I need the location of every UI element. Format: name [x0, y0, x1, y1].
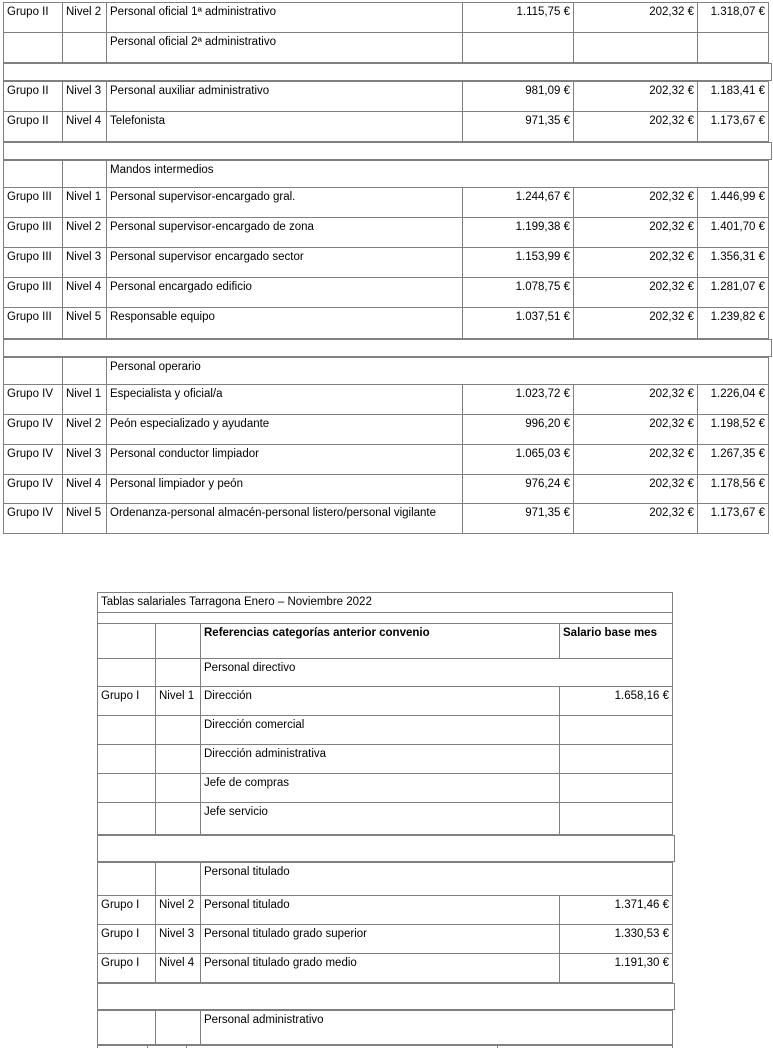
table-row — [4, 445, 769, 475]
total-cell: 1.267,35 € — [698, 445, 769, 475]
salario-base-cell: 1.244,67 € — [463, 188, 574, 218]
grupo-cell: Grupo IV — [4, 415, 63, 445]
table-row — [4, 218, 769, 248]
total-cell: 1.183,41 € — [698, 82, 769, 112]
spacer-row — [3, 142, 772, 160]
table-row — [98, 659, 673, 687]
grupo-cell: Grupo II — [4, 112, 63, 142]
spacer-row — [97, 983, 675, 1010]
table-section — [97, 592, 673, 835]
salario-base-cell — [560, 716, 673, 745]
table-row — [98, 774, 673, 803]
total-cell: 1.198,52 € — [698, 415, 769, 445]
empty-cell — [98, 613, 673, 624]
column-header-cell: Referencias categorías anterior convenio — [201, 624, 560, 659]
table-row — [98, 716, 673, 745]
categoria-cell: Ordenanza-personal almacén-personal listero/personal vigilante — [107, 504, 463, 534]
categoria-cell: Peón especializado y ayudante — [107, 415, 463, 445]
grupo-cell: Grupo III — [4, 218, 63, 248]
nivel-cell: Nivel 2 — [63, 218, 107, 248]
tarragona-salary-table — [97, 592, 675, 1048]
salario-base-cell: 1.330,53 € — [560, 925, 673, 954]
nivel-cell — [156, 863, 201, 896]
plus-cell: 202,32 € — [574, 445, 698, 475]
total-cell — [698, 33, 769, 63]
categoria-cell: Personal auxiliar administrativo — [107, 82, 463, 112]
nivel-cell — [63, 33, 107, 63]
spacer-row — [97, 835, 675, 862]
plus-cell: 202,32 € — [574, 475, 698, 504]
categoria-cell: Responsable equipo — [107, 308, 463, 339]
table-section — [97, 862, 673, 983]
grupo-cell — [98, 659, 156, 687]
grupo-cell — [98, 1011, 156, 1045]
salario-base-cell: 1.658,16 € — [560, 687, 673, 716]
salario-base-cell — [560, 774, 673, 803]
plus-cell: 202,32 € — [574, 308, 698, 339]
table-row — [4, 358, 769, 385]
grupo-cell: Grupo I — [98, 687, 156, 716]
grupo-cell: Grupo III — [4, 188, 63, 218]
table-row — [4, 385, 769, 415]
salario-base-cell: 1.115,75 € — [463, 3, 574, 33]
categoria-cell: Personal titulado grado medio — [201, 954, 560, 983]
categoria-cell: Personal titulado — [201, 896, 560, 925]
grupo-cell: Grupo IV — [4, 445, 63, 475]
nivel-cell: Nivel 2 — [63, 3, 107, 33]
table-row — [98, 624, 673, 659]
nivel-cell: Nivel 3 — [63, 248, 107, 278]
nivel-cell — [63, 161, 107, 188]
grupo-cell: Grupo II — [4, 82, 63, 112]
table-row — [98, 613, 673, 624]
grupo-cell: Grupo IV — [4, 504, 63, 534]
table-row — [4, 504, 769, 534]
nivel-cell — [156, 774, 201, 803]
plus-cell: 202,32 € — [574, 188, 698, 218]
table-section — [3, 2, 769, 63]
plus-cell: 202,32 € — [574, 112, 698, 142]
total-cell: 1.173,67 € — [698, 504, 769, 534]
nivel-cell — [156, 716, 201, 745]
total-cell: 1.318,07 € — [698, 3, 769, 33]
nivel-cell — [156, 659, 201, 687]
table-row — [4, 3, 769, 33]
salario-base-cell — [560, 803, 673, 835]
categoria-cell: Jefe servicio — [201, 803, 560, 835]
categoria-cell: Personal oficial 1ª administrativo — [107, 3, 463, 33]
table-row — [4, 278, 769, 308]
grupo-cell: Grupo I — [98, 896, 156, 925]
table-row — [4, 112, 769, 142]
nivel-cell — [156, 624, 201, 659]
categoria-cell: Personal supervisor encargado sector — [107, 248, 463, 278]
nivel-cell: Nivel 4 — [63, 475, 107, 504]
category-header-cell: Personal directivo — [201, 659, 673, 687]
plus-cell: 202,32 € — [574, 218, 698, 248]
table-row — [98, 593, 673, 613]
salario-base-cell: 996,20 € — [463, 415, 574, 445]
table-row — [4, 308, 769, 339]
grupo-cell: Grupo I — [98, 954, 156, 983]
table-row — [4, 188, 769, 218]
table-row — [4, 161, 769, 188]
categoria-cell: Personal supervisor-encargado gral. — [107, 188, 463, 218]
spacer-row — [3, 63, 772, 81]
salario-base-cell: 1.199,38 € — [463, 218, 574, 248]
plus-cell: 202,32 € — [574, 248, 698, 278]
categoria-cell: Telefonista — [107, 112, 463, 142]
nivel-cell: Nivel 3 — [156, 925, 201, 954]
salario-base-cell: 1.037,51 € — [463, 308, 574, 339]
categoria-cell: Dirección — [201, 687, 560, 716]
categoria-cell: Personal titulado grado superior — [201, 925, 560, 954]
salario-base-cell: 971,35 € — [463, 504, 574, 534]
nivel-cell: Nivel 5 — [63, 504, 107, 534]
grupo-cell: Grupo II — [4, 3, 63, 33]
category-header-cell: Personal administrativo — [201, 1011, 673, 1045]
salario-base-cell: 976,24 € — [463, 475, 574, 504]
nivel-cell: Nivel 3 — [63, 82, 107, 112]
categoria-cell: Personal oficial 2ª administrativo — [107, 33, 463, 63]
grupo-cell: Grupo IV — [4, 475, 63, 504]
nivel-cell: Nivel 3 — [63, 445, 107, 475]
grupo-cell: Grupo IV — [4, 385, 63, 415]
total-cell: 1.446,99 € — [698, 188, 769, 218]
nivel-cell: Nivel 2 — [156, 896, 201, 925]
table-row — [98, 925, 673, 954]
total-cell: 1.173,67 € — [698, 112, 769, 142]
total-cell: 1.226,04 € — [698, 385, 769, 415]
nivel-cell — [156, 745, 201, 774]
column-header-cell: Salario base mes — [560, 624, 673, 659]
salario-base-cell: 1.371,46 € — [560, 896, 673, 925]
nivel-cell: Nivel 4 — [63, 112, 107, 142]
grupo-cell — [4, 358, 63, 385]
salario-base-cell: 971,35 € — [463, 112, 574, 142]
total-cell: 1.239,82 € — [698, 308, 769, 339]
grupo-cell: Grupo III — [4, 248, 63, 278]
grupo-cell — [98, 745, 156, 774]
table-row — [4, 33, 769, 63]
salario-base-cell: 1.023,72 € — [463, 385, 574, 415]
table-row — [4, 475, 769, 504]
category-header-cell: Personal operario — [107, 358, 769, 385]
nivel-cell: Nivel 5 — [63, 308, 107, 339]
spacer-row — [3, 339, 772, 357]
nivel-cell: Nivel 4 — [156, 954, 201, 983]
salario-base-cell: 1.191,30 € — [560, 954, 673, 983]
total-cell: 1.356,31 € — [698, 248, 769, 278]
categoria-cell: Dirección comercial — [201, 716, 560, 745]
salario-base-cell: 1.153,99 € — [463, 248, 574, 278]
salario-base-cell: 1.065,03 € — [463, 445, 574, 475]
plus-cell: 202,32 € — [574, 504, 698, 534]
plus-cell — [574, 33, 698, 63]
grupo-cell — [4, 161, 63, 188]
plus-cell: 202,32 € — [574, 385, 698, 415]
categoria-cell: Jefe de compras — [201, 774, 560, 803]
table-section — [3, 160, 769, 339]
categoria-cell: Personal limpiador y peón — [107, 475, 463, 504]
salary-table-continuation — [3, 2, 772, 534]
categoria-cell: Especialista y oficial/a — [107, 385, 463, 415]
salario-base-cell: 981,09 € — [463, 82, 574, 112]
total-cell: 1.401,70 € — [698, 218, 769, 248]
table-row — [98, 687, 673, 716]
table-section — [3, 81, 769, 142]
table-row — [4, 415, 769, 445]
total-cell: 1.178,56 € — [698, 475, 769, 504]
table-row — [98, 745, 673, 774]
plus-cell: 202,32 € — [574, 278, 698, 308]
categoria-cell: Personal conductor limpiador — [107, 445, 463, 475]
table-row — [4, 248, 769, 278]
salario-base-cell — [560, 745, 673, 774]
nivel-cell: Nivel 1 — [63, 188, 107, 218]
nivel-cell: Nivel 2 — [63, 415, 107, 445]
categoria-cell: Dirección administrativa — [201, 745, 560, 774]
grupo-cell: Grupo III — [4, 278, 63, 308]
table-row — [98, 803, 673, 835]
nivel-cell — [156, 1011, 201, 1045]
grupo-cell — [98, 863, 156, 896]
category-header-cell: Personal titulado — [201, 863, 673, 896]
table-title-cell: Tablas salariales Tarragona Enero – Noviembre 2022 — [98, 593, 673, 613]
plus-cell: 202,32 € — [574, 3, 698, 33]
nivel-cell: Nivel 4 — [63, 278, 107, 308]
plus-cell: 202,32 € — [574, 415, 698, 445]
grupo-cell — [98, 716, 156, 745]
table-row — [98, 896, 673, 925]
grupo-cell — [4, 33, 63, 63]
nivel-cell — [63, 358, 107, 385]
categoria-cell: Personal encargado edificio — [107, 278, 463, 308]
nivel-cell — [156, 803, 201, 835]
table-section — [3, 357, 769, 534]
plus-cell: 202,32 € — [574, 82, 698, 112]
category-header-cell: Mandos intermedios — [107, 161, 769, 188]
table-section — [97, 1010, 673, 1045]
table-row — [98, 954, 673, 983]
nivel-cell: Nivel 1 — [63, 385, 107, 415]
table-row — [98, 863, 673, 896]
grupo-cell: Grupo I — [98, 925, 156, 954]
grupo-cell: Grupo III — [4, 308, 63, 339]
categoria-cell: Personal supervisor-encargado de zona — [107, 218, 463, 248]
total-cell: 1.281,07 € — [698, 278, 769, 308]
salario-base-cell: 1.078,75 € — [463, 278, 574, 308]
nivel-cell: Nivel 1 — [156, 687, 201, 716]
grupo-cell — [98, 803, 156, 835]
salario-base-cell — [463, 33, 574, 63]
table-row — [98, 1011, 673, 1045]
table-row — [4, 82, 769, 112]
grupo-cell — [98, 624, 156, 659]
grupo-cell — [98, 774, 156, 803]
